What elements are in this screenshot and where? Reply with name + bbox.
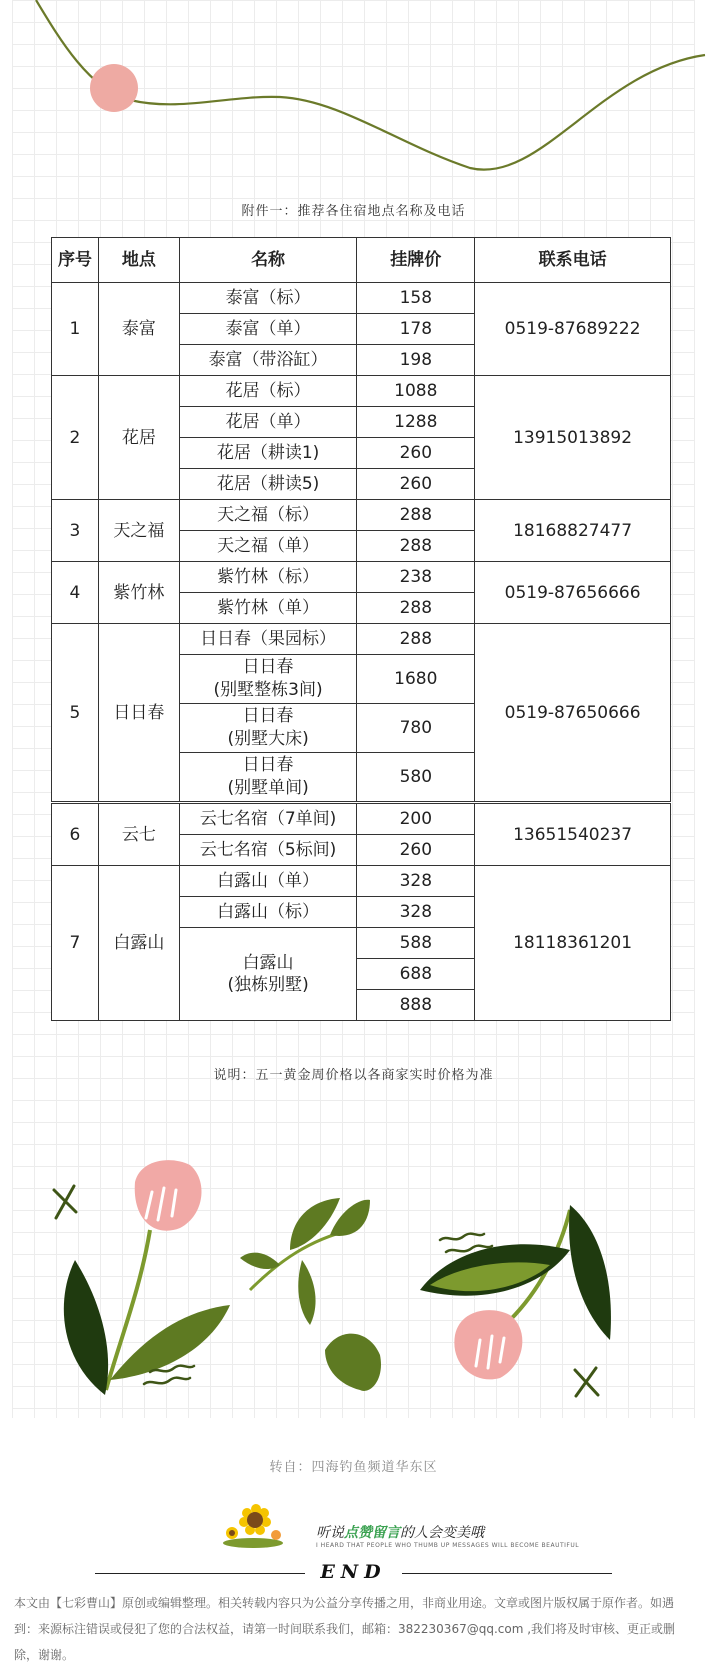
row-phone: 13651540237 (475, 803, 671, 866)
cross-mark-right (575, 1368, 598, 1396)
row-name (179, 753, 357, 803)
table-row (52, 376, 671, 407)
flower-illustration (40, 1140, 680, 1410)
row-price: 1088 (357, 376, 475, 407)
sunflower-icon (218, 1503, 288, 1548)
row-name (179, 593, 357, 624)
row-name-line1: 天之福（单） (217, 536, 320, 556)
row-name-line1: 紫竹林（单） (217, 598, 320, 618)
row-name (179, 314, 357, 345)
row-price: 260 (357, 835, 475, 866)
header-phone: 联系电话 (475, 238, 671, 283)
header-no: 序号 (52, 238, 99, 283)
row-name-line1: 泰富（带浴缸） (208, 350, 328, 370)
tagline-pre: 听说 (316, 1525, 344, 1541)
row-price: 288 (357, 531, 475, 562)
row-no: 2 (52, 376, 99, 500)
end-label: END (320, 1561, 387, 1583)
tagline (316, 1522, 484, 1542)
row-price: 238 (357, 562, 475, 593)
row-place: 泰富 (98, 283, 179, 376)
row-price: 288 (357, 624, 475, 655)
tagline-highlight: 点赞留言 (344, 1525, 400, 1541)
table-row (52, 803, 671, 835)
row-phone: 18118361201 (475, 866, 671, 1021)
wave-mark-right (440, 1234, 492, 1252)
table-row (52, 283, 671, 314)
row-price: 260 (357, 469, 475, 500)
pink-dot (90, 64, 138, 112)
left-tulip (64, 1160, 230, 1395)
row-name-line1: 白露山（单） (217, 871, 320, 891)
row-price: 1680 (357, 655, 475, 704)
hotel-table (51, 237, 671, 1021)
small-leaf (325, 1334, 381, 1391)
row-name (179, 469, 357, 500)
row-name (179, 407, 357, 438)
row-price: 288 (357, 500, 475, 531)
row-price: 780 (357, 704, 475, 753)
row-name-line1: 花居（耕读1) (216, 443, 320, 463)
row-name (179, 704, 357, 753)
top-wave-decoration (0, 0, 707, 180)
row-no: 6 (52, 803, 99, 866)
table-row (52, 562, 671, 593)
row-name-line2: (别墅整栋3间) (213, 680, 323, 700)
row-name (179, 562, 357, 593)
row-name-line1: 泰富（标） (225, 288, 311, 308)
row-phone: 0519-87650666 (475, 624, 671, 803)
row-place: 紫竹林 (98, 562, 179, 624)
row-name (179, 897, 357, 928)
row-name-line2: (别墅大床) (227, 729, 309, 749)
row-no: 7 (52, 866, 99, 1021)
row-name (179, 803, 357, 835)
row-name (179, 928, 357, 1021)
table-row (52, 866, 671, 897)
row-name (179, 531, 357, 562)
row-name-line1: 花居（耕读5) (216, 474, 320, 494)
right-tulip (420, 1205, 611, 1379)
row-name-line1: 白露山 (242, 953, 294, 973)
row-name-line1: 云七名宿（5标间) (199, 840, 337, 860)
middle-branch (240, 1198, 370, 1325)
row-price: 1288 (357, 407, 475, 438)
row-name-line1: 白露山（标） (217, 902, 320, 922)
row-name-line1: 日日春（果园标） (200, 629, 337, 649)
row-name-line2: (别墅单间) (227, 778, 309, 798)
row-price: 158 (357, 283, 475, 314)
row-phone: 0519-87656666 (475, 562, 671, 624)
row-name-line1: 泰富（单） (225, 319, 311, 339)
row-price: 178 (357, 314, 475, 345)
row-name-line2: (独栋别墅) (227, 975, 309, 995)
row-price: 588 (357, 928, 475, 959)
row-price: 688 (357, 959, 475, 990)
row-name (179, 283, 357, 314)
row-place: 白露山 (98, 866, 179, 1021)
row-phone: 18168827477 (475, 500, 671, 562)
header-name: 名称 (179, 238, 357, 283)
table-note: 说明：五一黄金周价格以各商家实时价格为准 (213, 1068, 494, 1083)
row-name (179, 866, 357, 897)
table-header-row (52, 238, 671, 283)
row-price: 200 (357, 803, 475, 835)
row-price: 198 (357, 345, 475, 376)
cross-mark-left (54, 1186, 76, 1218)
row-name-line1: 日日春 (242, 755, 294, 775)
row-place: 花居 (98, 376, 179, 500)
row-name (179, 376, 357, 407)
row-name-line1: 云七名宿（7单间) (199, 809, 337, 829)
row-name (179, 438, 357, 469)
row-name-line1: 日日春 (242, 706, 294, 726)
row-name-line1: 花居（标） (225, 381, 311, 401)
row-name (179, 345, 357, 376)
row-place: 云七 (98, 803, 179, 866)
tagline-post: 的人会变美哦 (400, 1525, 484, 1541)
header-price: 挂牌价 (357, 238, 475, 283)
row-place: 天之福 (98, 500, 179, 562)
row-price: 260 (357, 438, 475, 469)
row-no: 3 (52, 500, 99, 562)
row-no: 5 (52, 624, 99, 803)
row-phone: 13915013892 (475, 376, 671, 500)
row-name-line1: 天之福（标） (217, 505, 320, 525)
row-no: 4 (52, 562, 99, 624)
row-name (179, 624, 357, 655)
tagline-subtitle: I HEARD THAT PEOPLE WHO THUMB UP MESSAGES WILL BECOME BEAUTIFUL (316, 1542, 580, 1549)
row-no: 1 (52, 283, 99, 376)
row-price: 328 (357, 897, 475, 928)
row-price: 288 (357, 593, 475, 624)
header-place: 地点 (98, 238, 179, 283)
row-name (179, 835, 357, 866)
copyright-disclaimer: 本文由【七彩曹山】原创或编辑整理。相关转载内容只为公益分享传播之用，非商业用途。文章或图片版权属于原作者。如遇到：来源标注错误或侵犯了您的合法权益，请第一时间联系我们，邮箱：382230367@qq.com ,我们将及时审核、更正或删除，谢谢。 (14, 1596, 676, 1662)
row-name-line1: 花居（单） (225, 412, 311, 432)
row-name (179, 655, 357, 704)
hotel-table-body (52, 283, 671, 1021)
repost-source: 转自：四海钓鱼频道华东区 (269, 1460, 438, 1475)
row-phone: 0519-87689222 (475, 283, 671, 376)
table-row (52, 500, 671, 531)
table-title: 附件一：推荐各住宿地点名称及电话 (241, 204, 466, 219)
row-price: 328 (357, 866, 475, 897)
row-name-line1: 紫竹林（标） (217, 567, 320, 587)
row-name (179, 500, 357, 531)
row-price: 888 (357, 990, 475, 1021)
row-price: 580 (357, 753, 475, 803)
table-row (52, 624, 671, 655)
row-name-line1: 日日春 (242, 657, 294, 677)
row-place: 日日春 (98, 624, 179, 803)
